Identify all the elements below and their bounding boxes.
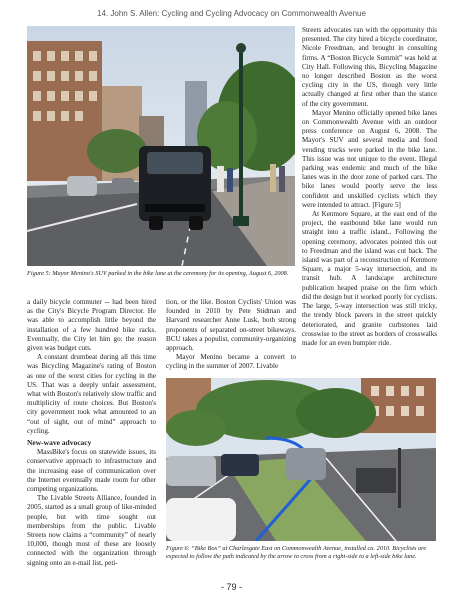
column-middle bbox=[166, 298, 296, 372]
paragraph: Streets advocates ran with the opportunity this presented. The city hired a bicycle coordinator, Nicole Freedman, and brought in consulting firms. A “Boston Bicycle Summit” was held at City Hall. Following this, Bicycling Magazine no longer described Boston as the worst cycling city in the US, though very little actually changed at first other than the stance of the city government. bbox=[302, 26, 437, 108]
paragraph: Mayor Menino officially opened bike lanes on Commonwealth Avenue with an outdoor press conference on August 6, 2008. The Mayor's SUV and several media and food vending trucks were parked in the bike lane. This issue was not unique to the event. Illegal parking was endemic and much of the bike lanes was in the door zone of parked cars. The bike lanes would poorly serve the less confident and unskilled cyclists which they were intended to attract. [Figure 5] bbox=[302, 108, 437, 209]
paragraph: MassBike's focus on statewide issues, its conservative approach to infrastructure and the increasing ease of communication over the Internet eventually made room for other competing organizations. bbox=[27, 448, 156, 494]
paragraph: tion, or the like. Boston Cyclists' Union was founded in 2010 by Pete Stidman and Harvard researcher Anne Lusk, both strong proponents of separated on-street bikeways. BCU takes a populist, community-organizing approach. bbox=[166, 298, 296, 353]
column-left bbox=[27, 298, 156, 568]
paragraph: A constant drumbeat during all this time was Bicycling Magazine's rating of Boston as one of the worst cities for cycling in the US. That was a deeply unfair assessment, what with Boston's relatively slow traffic and multiplicity of route choices. But Boston's city government took what amounted to an “out of sight, out of mind” approach to cycling. bbox=[27, 353, 156, 435]
running-header: 14. John S. Allen: Cycling and Cycling Advocacy on Commonwealth Avenue bbox=[97, 9, 366, 18]
column-right-top bbox=[302, 26, 437, 348]
page-number: - 79 - bbox=[220, 582, 242, 592]
paragraph: Mayor Menino became a convert to cycling in the summer of 2007. Livable bbox=[166, 353, 296, 371]
paragraph: The Livable Streets Alliance, founded in 2005, started as a small group of like-minded people, but with time sought out memberships from the public. Livable Streets now claims a “community” of nearly 10,000, though most of these are loosely connected with the organization through signing onto an e-mail list, peti- bbox=[27, 494, 156, 567]
figure-5-photo bbox=[27, 26, 295, 266]
figure-6-photo bbox=[166, 378, 436, 541]
paragraph: a daily bicycle commuter -- had been hired as the City's Bicycle Program Director. He was able to accomplish little beyond the installation of a few hundred bike racks. Eventually, the City let him go: the reason given was budget cuts. bbox=[27, 298, 156, 353]
subheading: New-wave advocacy bbox=[27, 438, 92, 448]
figure-6-caption: Figure 6: “Bike Box” at Charlesgate East on Commonwealth Avenue, installed ca. 2010. Bicyclists are expected to follow the path indicated by the arrow to cross from a right-side to a left-side bike lane. bbox=[166, 545, 427, 560]
figure-5-caption: Figure 5: Mayor Menino's SUV parked in the bike lane at the ceremony for its opening, August 6, 2008. bbox=[27, 270, 289, 277]
paragraph: At Kenmore Square, at the east end of the project, the eastbound bike lane would run straight into a traffic island.. Following the opening ceremony, advocates pointed this out to Freedman and the island was cut back. The island was part of a reconstruction of Kenmore Square, a major 5-way intersection, and its transit hub. A landscape architecture publication heaped praise on the firm which did the design but it worked poorly for cyclists. The large, 5-way intersection was still tricky, the trendy block pavers in the street quickly deteriorated, and granite curbstones laid crosswise to the street as borders of crosswalks made for an even bumpier ride. bbox=[302, 210, 437, 347]
